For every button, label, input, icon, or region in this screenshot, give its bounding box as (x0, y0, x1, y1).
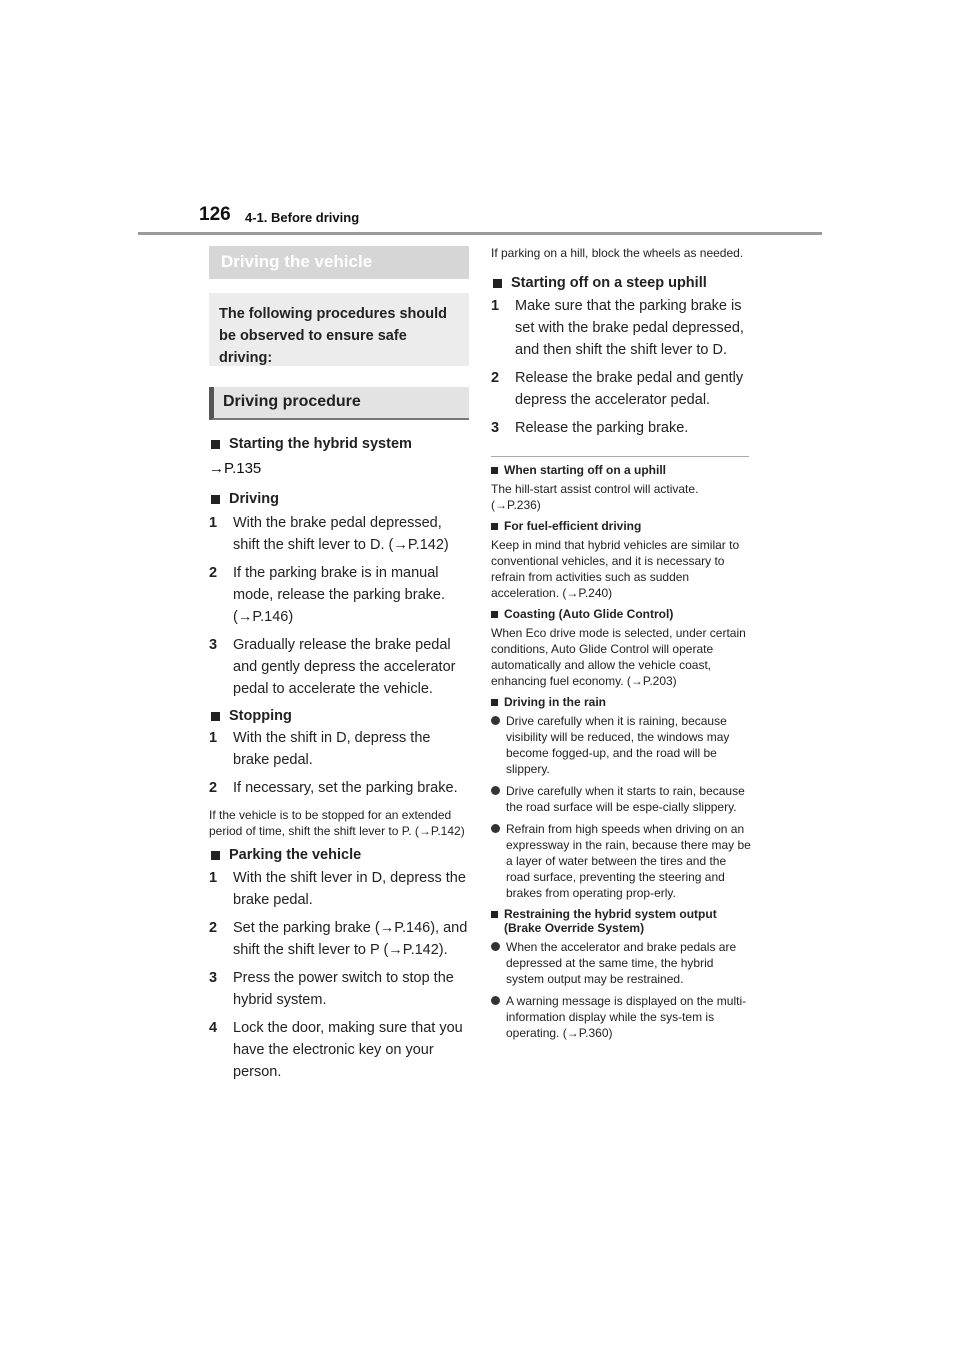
list-item: Drive carefully when it starts to rain, because the road surface will be espe-cially slippery. (491, 783, 751, 815)
step: 1 With the shift lever in D, depress the brake pedal. (209, 870, 466, 908)
bullet-icon (491, 716, 500, 725)
ref-starting: →P.135 (209, 460, 262, 477)
intro-text: The following procedures should be observed to ensure safe driving: (219, 306, 447, 366)
list-item: A warning message is displayed on the multi-information display while the sys-tem is operating. (→P.360) (491, 993, 751, 1041)
square-bullet-icon (211, 440, 220, 449)
page-title-box (209, 246, 469, 279)
square-bullet-icon (491, 467, 498, 474)
step: 1 Make sure that the parking brake is set with the brake pedal depressed, and then shift the shift lever to D. (491, 298, 744, 358)
bullet-icon (491, 942, 500, 951)
heading-restrain: Restraining the hybrid system output (Brake Override System) (491, 907, 751, 935)
square-bullet-icon (211, 851, 220, 860)
subtitle-box (209, 387, 469, 420)
page-number: 126 (199, 204, 231, 225)
when-uphill-text: The hill-start assist control will activate. (→P.236) (491, 482, 699, 512)
stopping-note: If the vehicle is to be stopped for an extended period of time, shift the shift lever to P. (→P.142) (209, 808, 465, 838)
hill-note: If parking on a hill, block the wheels as needed. (491, 246, 744, 260)
bullet-icon (491, 824, 500, 833)
list-item: Refrain from high speeds when driving on an expressway in the rain, because there may be a layer of water between the tires and the road surface, preventing the steering and brakes from operating prop-erly. (491, 821, 751, 901)
list-item: Drive carefully when it is raining, because visibility will be reduced, the windows may become fogged-up, and the road will be slippery. (491, 713, 751, 777)
heading-parking: Parking the vehicle (209, 847, 469, 863)
square-bullet-icon (491, 611, 498, 618)
heading-starting: Starting the hybrid system (209, 436, 469, 452)
step: 2 If necessary, set the parking brake. (209, 780, 458, 796)
square-bullet-icon (491, 523, 498, 530)
square-bullet-icon (491, 911, 498, 918)
step: 1 With the brake pedal depressed, shift the shift lever to D. (→P.142) (209, 515, 449, 553)
divider (491, 456, 749, 457)
heading-stopping: Stopping (209, 708, 469, 724)
heading-rain: Driving in the rain (491, 695, 751, 709)
square-bullet-icon (493, 279, 502, 288)
left-column (209, 246, 469, 1083)
heading-fuel: For fuel-efficient driving (491, 519, 751, 533)
step: 3 Release the parking brake. (491, 420, 689, 436)
heading-when-uphill: When starting off on a uphill (491, 463, 751, 477)
section-title: 4-1. Before driving (245, 210, 360, 225)
step: 1 With the shift in D, depress the brake pedal. (209, 730, 431, 768)
bullet-icon (491, 786, 500, 795)
subtitle: Driving procedure (223, 393, 361, 410)
bullet-icon (491, 996, 500, 1005)
heading-coasting: Coasting (Auto Glide Control) (491, 607, 751, 621)
square-bullet-icon (211, 495, 220, 504)
step: 3 Press the power switch to stop the hybrid system. (209, 970, 454, 1008)
step: 4 Lock the door, making sure that you have the electronic key on your person. (209, 1020, 463, 1080)
square-bullet-icon (211, 712, 220, 721)
right-column (491, 245, 751, 1041)
heading-uphill: Starting off on a steep uphill (491, 275, 751, 291)
list-item: When the accelerator and brake pedals are depressed at the same time, the hybrid system output may be restrained. (491, 939, 751, 987)
coasting-text: When Eco drive mode is selected, under certain conditions, Auto Glide Control will operate automatically and allow the vehicle coast, enhancing fuel economy. (→P.203) (491, 626, 746, 688)
page-title: Driving the vehicle (221, 252, 373, 271)
header-rule (138, 232, 822, 235)
heading-driving: Driving (209, 491, 469, 507)
square-bullet-icon (491, 699, 498, 706)
intro-box (209, 293, 469, 366)
step: 2 Release the brake pedal and gently depress the accelerator pedal. (491, 370, 744, 408)
step: 2 If the parking brake is in manual mode, release the parking brake. (→P.146) (209, 565, 445, 625)
step: 3 Gradually release the brake pedal and gently depress the accelerator pedal to accelerate the vehicle. (209, 637, 456, 697)
fuel-text: Keep in mind that hybrid vehicles are similar to conventional vehicles, and it is necessary to refrain from activities such as sudden acceleration. (→P.240) (491, 538, 740, 600)
step: 2 Set the parking brake (→P.146), and shift the shift lever to P (→P.142). (209, 920, 468, 958)
